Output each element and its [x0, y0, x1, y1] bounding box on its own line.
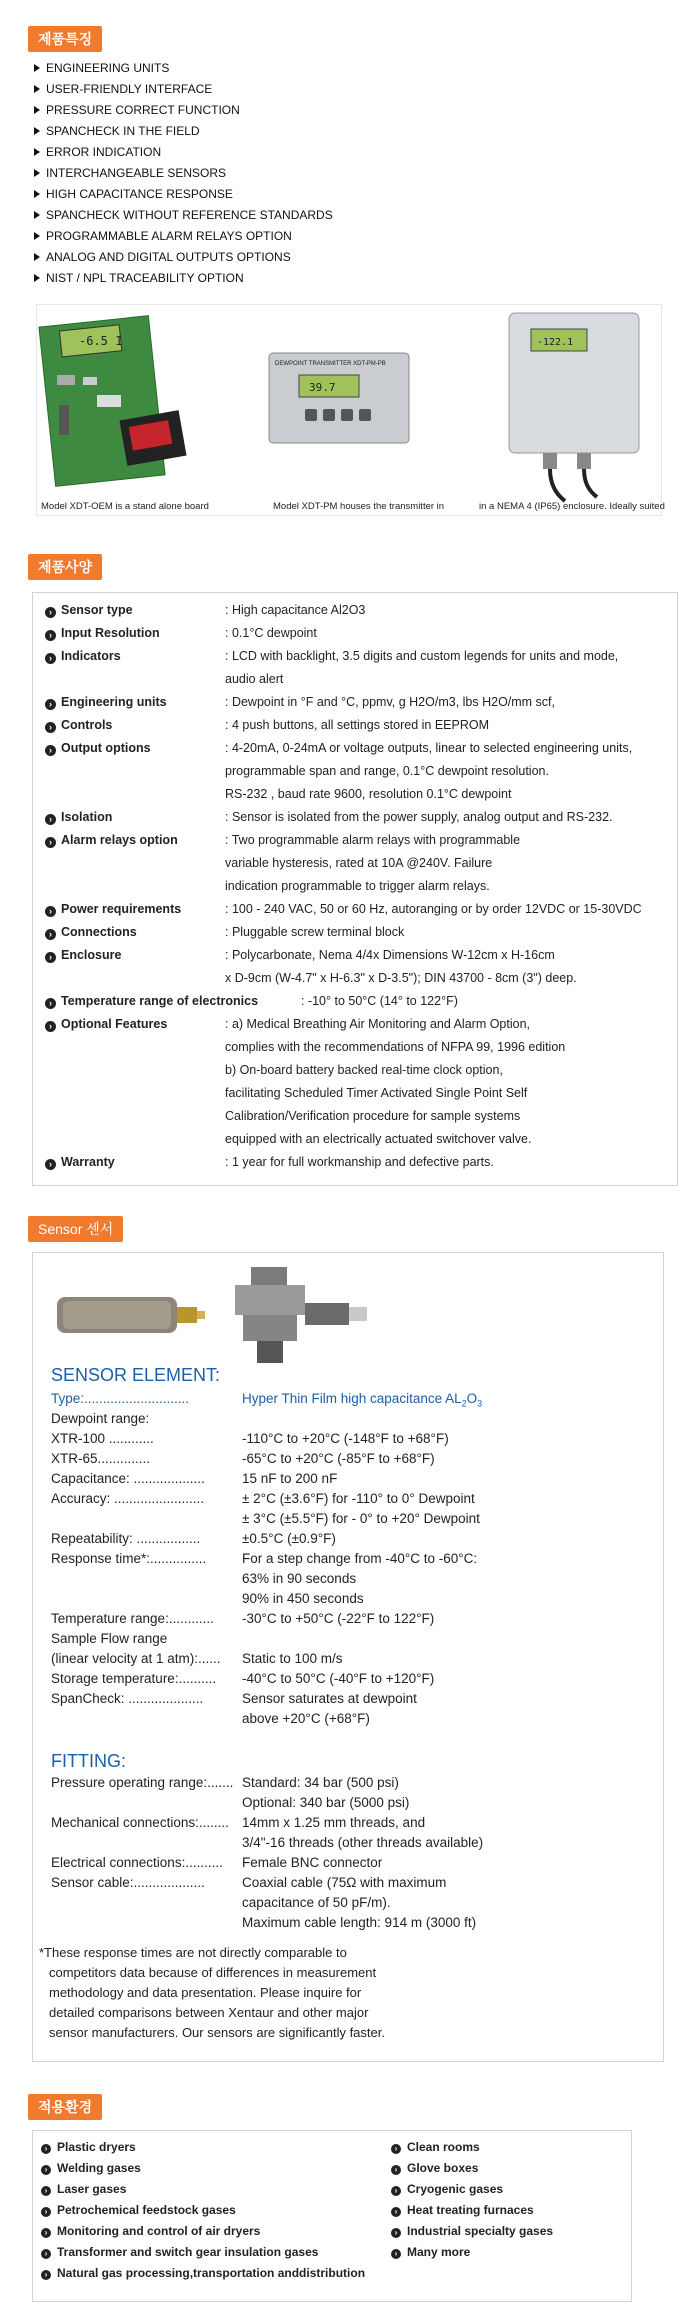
spec-key	[45, 898, 181, 921]
application-item	[41, 2242, 318, 2263]
spec-key	[45, 829, 178, 852]
feature-item	[34, 79, 333, 100]
spec-value: indication programmable to trigger alarm relays.	[225, 879, 490, 893]
spec-key	[45, 645, 121, 668]
sensor-element-value: above +20°C (+68°F)	[242, 1711, 370, 1726]
sensor-element-label: Storage temperature:..........	[51, 1671, 217, 1686]
triangle-bullet-icon	[34, 190, 40, 198]
circle-arrow-icon: ›	[45, 653, 56, 664]
circle-arrow-icon: ›	[391, 2207, 401, 2217]
sensor-element-value: Sensor saturates at dewpoint	[242, 1691, 417, 1706]
triangle-bullet-icon	[34, 148, 40, 156]
spec-value: : 100 - 240 VAC, 50 or 60 Hz, autoranging or by order 12VDC or 15-30VDC	[225, 902, 642, 916]
feature-item	[34, 142, 333, 163]
sensor-element-label: Repeatability: .................	[51, 1531, 201, 1546]
circle-arrow-icon: ›	[45, 814, 56, 825]
spec-value: : 4-20mA, 0-24mA or voltage outputs, linear to selected engineering units,	[225, 741, 633, 755]
spec-key	[45, 737, 151, 760]
spec-key-text: Engineering units	[61, 695, 167, 709]
spec-key-text: Indicators	[61, 649, 121, 663]
spec-value: Calibration/Verification procedure for sample systems	[225, 1109, 521, 1123]
application-text: Cryogenic gases	[407, 2182, 504, 2196]
fitting-value: Optional: 340 bar (5000 psi)	[242, 1795, 410, 1810]
spec-key-text: Output options	[61, 741, 151, 755]
sensor-element-heading: SENSOR ELEMENT:	[51, 1365, 221, 1385]
spec-key	[45, 921, 137, 944]
panel-title-text: DEWPOINT TRANSMITTER XDT-PM-PB	[275, 361, 386, 367]
sensor-element-label: (linear velocity at 1 atm):......	[51, 1651, 221, 1666]
triangle-bullet-icon	[34, 85, 40, 93]
product-photos	[36, 304, 665, 516]
fitting-value: 14mm x 1.25 mm threads, and	[242, 1815, 426, 1830]
applications-panel	[32, 2130, 632, 2302]
circle-arrow-icon: ›	[391, 2186, 401, 2196]
sensor-element-label: Accuracy: ........................	[51, 1491, 205, 1506]
sensor-element-value: -40°C to 50°C (-40°F to +120°F)	[242, 1671, 435, 1686]
spec-key	[45, 990, 258, 1013]
spec-value: : LCD with backlight, 3.5 digits and custom legends for units and mode,	[225, 649, 619, 663]
sensor-images	[43, 1259, 383, 1369]
spec-key	[45, 622, 160, 645]
feature-text: SPANCHECK WITHOUT REFERENCE STANDARDS	[46, 208, 333, 222]
application-text: Laser gases	[57, 2182, 127, 2196]
circle-arrow-icon: ›	[45, 607, 56, 618]
circle-arrow-icon: ›	[45, 699, 56, 710]
spec-key-text: Controls	[61, 718, 113, 732]
feature-text: SPANCHECK IN THE FIELD	[46, 124, 200, 138]
spec-value: : High capacitance Al2O3	[225, 603, 366, 617]
fitting-value: 3/4"-16 threads (other threads available)	[242, 1835, 484, 1850]
application-item	[391, 2179, 503, 2200]
circle-arrow-icon: ›	[391, 2228, 401, 2238]
features-section-label: 제품특징	[28, 26, 102, 52]
fitting-label: Sensor cable:...................	[51, 1875, 205, 1890]
application-item	[391, 2200, 534, 2221]
spec-key-text: Alarm relays option	[61, 833, 178, 847]
triangle-bullet-icon	[34, 127, 40, 135]
feature-item	[34, 163, 333, 184]
spec-value: : a) Medical Breathing Air Monitoring and Alarm Option,	[225, 1017, 531, 1031]
sensor-element-value: 63% in 90 seconds	[242, 1571, 357, 1586]
application-text: Natural gas processing,transportation anddistribution	[57, 2266, 366, 2280]
spec-key-text: Enclosure	[61, 948, 122, 962]
sensor-element-value: ± 3°C (±5.5°F) for - 0° to +20° Dewpoint	[242, 1511, 480, 1526]
sensor-section-label: Sensor 센서	[28, 1216, 123, 1242]
sensor-element-label: Dewpoint range:	[51, 1411, 150, 1426]
spec-key-text: Warranty	[61, 1155, 115, 1169]
nema-enclosure-image	[509, 313, 639, 501]
sensor-element-value: For a step change from -40°C to -60°C:	[242, 1551, 478, 1566]
sensor-element-label: XTR-65..............	[51, 1451, 151, 1466]
sensor-element-value: 90% in 450 seconds	[242, 1591, 364, 1606]
spec-value: : Polycarbonate, Nema 4/4x Dimensions W-12cm x H-16cm	[225, 948, 555, 962]
feature-text: ANALOG AND DIGITAL OUTPUTS OPTIONS	[46, 250, 291, 264]
spec-value: RS-232 , baud rate 9600, resolution 0.1°C dewpoint	[225, 787, 512, 801]
circle-arrow-icon: ›	[41, 2270, 51, 2280]
feature-text: ERROR INDICATION	[46, 145, 162, 159]
application-item	[41, 2137, 136, 2158]
fitting-value: capacitance of 50 pF/m).	[242, 1895, 391, 1910]
spec-value: : Pluggable screw terminal block	[225, 925, 405, 939]
application-text: Monitoring and control of air dryers	[57, 2224, 261, 2238]
sensor-element-label: SpanCheck: ....................	[51, 1691, 204, 1706]
footnote-line: methodology and data presentation. Please inquire for	[49, 1985, 362, 2000]
feature-item	[34, 184, 333, 205]
fitting-heading: FITTING:	[51, 1751, 126, 1771]
feature-item	[34, 268, 333, 289]
spec-key-text: Temperature range of electronics	[61, 994, 259, 1008]
spec-value: variable hysteresis, rated at 10A @240V. Failure	[225, 856, 493, 870]
fitting-value: Female BNC connector	[242, 1855, 383, 1870]
fitting-label: Mechanical connections:........	[51, 1815, 229, 1830]
circle-arrow-icon: ›	[41, 2228, 51, 2238]
spec-key-text: Input Resolution	[61, 626, 160, 640]
triangle-bullet-icon	[34, 274, 40, 282]
application-item	[391, 2158, 478, 2179]
spec-key-text: Connections	[61, 925, 137, 939]
sensor-element-value: 15 nF to 200 nF	[242, 1471, 338, 1486]
circle-arrow-icon: ›	[41, 2207, 51, 2217]
caption-oem: Model XDT-OEM is a stand alone board	[41, 501, 209, 512]
spec-value: facilitating Scheduled Timer Activated Single Point Self	[225, 1086, 528, 1100]
triangle-bullet-icon	[34, 211, 40, 219]
specs-section-label: 제품사양	[28, 554, 102, 580]
feature-text: NIST / NPL TRACEABILITY OPTION	[46, 271, 244, 285]
spec-value: b) On-board battery backed real-time clock option,	[225, 1063, 503, 1077]
application-item	[41, 2221, 260, 2242]
feature-text: INTERCHANGEABLE SENSORS	[46, 166, 227, 180]
feature-item	[34, 121, 333, 142]
footnote-line: detailed comparisons between Xentaur and other major	[49, 2005, 369, 2020]
sensor-element-value: -30°C to +50°C (-22°F to 122°F)	[242, 1611, 435, 1626]
spec-value: audio alert	[225, 672, 284, 686]
enclosure-display-text: -122.1	[537, 337, 574, 348]
sensor-element-label: Type:............................	[51, 1391, 190, 1406]
circle-arrow-icon: ›	[41, 2144, 51, 2154]
spec-value: : 0.1°C dewpoint	[225, 626, 317, 640]
feature-text: HIGH CAPACITANCE RESPONSE	[46, 187, 233, 201]
spec-key-text: Isolation	[61, 810, 113, 824]
application-item	[391, 2221, 553, 2242]
circle-arrow-icon: ›	[45, 1159, 56, 1170]
feature-text: ENGINEERING UNITS	[46, 61, 170, 75]
triangle-bullet-icon	[34, 169, 40, 177]
spec-key	[45, 1151, 115, 1174]
sensor-element-value: -65°C to +20°C (-85°F to +68°F)	[242, 1451, 435, 1466]
circle-arrow-icon: ›	[45, 929, 56, 940]
apps-section-label: 적용환경	[28, 2094, 102, 2120]
circle-arrow-icon: ›	[45, 745, 56, 756]
feature-text: PRESSURE CORRECT FUNCTION	[46, 103, 240, 117]
sensor-panel	[32, 1252, 664, 2062]
caption-nema: in a NEMA 4 (IP65) enclosure. Ideally suited	[479, 501, 665, 512]
spec-key	[45, 714, 112, 737]
sensor-element-value: Static to 100 m/s	[242, 1651, 343, 1666]
circle-arrow-icon: ›	[45, 837, 56, 848]
application-text: Transformer and switch gear insulation gases	[57, 2245, 319, 2259]
spec-key-text: Optional Features	[61, 1017, 168, 1031]
sensor-probe-image	[57, 1297, 205, 1333]
application-text: Many more	[407, 2245, 471, 2259]
features-list	[34, 58, 333, 289]
circle-arrow-icon: ›	[41, 2165, 51, 2175]
circle-arrow-icon: ›	[391, 2165, 401, 2175]
circle-arrow-icon: ›	[45, 906, 56, 917]
spec-value: : Dewpoint in °F and °C, ppmv, g H2O/m3, lbs H2O/mm scf,	[225, 695, 556, 709]
sensor-element-label: Temperature range:............	[51, 1611, 214, 1626]
application-text: Industrial specialty gases	[407, 2224, 554, 2238]
application-text: Plastic dryers	[57, 2140, 136, 2154]
sensor-element-label: Sample Flow range	[51, 1631, 168, 1646]
sensor-fitting-image	[235, 1267, 367, 1363]
circle-arrow-icon: ›	[41, 2186, 51, 2196]
sensor-element-label: Response time*:...............	[51, 1551, 207, 1566]
caption-pm: Model XDT-PM houses the transmitter in	[273, 501, 445, 512]
sensor-element-value: Hyper Thin Film high capacitance $AL_2O_3$	[242, 1391, 483, 1409]
footnote-line: competitors data because of differences in measurement	[49, 1965, 377, 1980]
application-item	[41, 2179, 126, 2200]
spec-value: : 4 push buttons, all settings stored in EEPROM	[225, 718, 490, 732]
spec-value: equipped with an electrically actuated switchover valve.	[225, 1132, 532, 1146]
feature-item	[34, 247, 333, 268]
spec-value: : 1 year for full workmanship and defective parts.	[225, 1155, 494, 1169]
circle-arrow-icon: ›	[391, 2249, 401, 2259]
spec-key-text: Power requirements	[61, 902, 182, 916]
circle-arrow-icon: ›	[45, 952, 56, 963]
circle-arrow-icon: ›	[45, 998, 56, 1009]
spec-value: x D-9cm (W-4.7" x H-6.3" x D-3.5"); DIN 43700 - 8cm (3") deep.	[225, 971, 577, 985]
feature-item	[34, 58, 333, 79]
fitting-value: Maximum cable length: 914 m (3000 ft)	[242, 1915, 477, 1930]
product-photos-illustration	[37, 305, 663, 517]
spec-key	[45, 1013, 167, 1036]
sensor-element-label: XTR-100 ............	[51, 1431, 154, 1446]
application-text: Petrochemical feedstock gases	[57, 2203, 236, 2217]
triangle-bullet-icon	[34, 106, 40, 114]
sensor-element-label: Capacitance: ...................	[51, 1471, 205, 1486]
triangle-bullet-icon	[34, 232, 40, 240]
feature-item	[34, 100, 333, 121]
feature-item	[34, 226, 333, 247]
application-item	[391, 2242, 470, 2263]
oem-display-text: -6.5 1	[79, 334, 123, 348]
spec-key	[45, 944, 121, 967]
fitting-value: Coaxial cable (75Ω with maximum	[242, 1875, 447, 1890]
spec-value: : Sensor is isolated from the power supply, analog output and RS-232.	[225, 810, 613, 824]
circle-arrow-icon: ›	[45, 630, 56, 641]
fitting-value: Standard: 34 bar (500 psi)	[242, 1775, 399, 1790]
spec-key-text: Sensor type	[61, 603, 133, 617]
circle-arrow-icon: ›	[391, 2144, 401, 2154]
application-text: Clean rooms	[407, 2140, 480, 2154]
feature-text: USER-FRIENDLY INTERFACE	[46, 82, 213, 96]
application-item	[391, 2137, 480, 2158]
spec-value: programmable span and range, 0.1°C dewpoint resolution.	[225, 764, 549, 778]
feature-item	[34, 205, 333, 226]
spec-value: : Two programmable alarm relays with programmable	[225, 833, 521, 847]
circle-arrow-icon: ›	[45, 1021, 56, 1032]
spec-key	[45, 691, 167, 714]
spec-key	[45, 806, 112, 829]
pm-display-text: 39.7	[309, 381, 336, 394]
sensor-element-value: ±0.5°C (±0.9°F)	[242, 1531, 336, 1546]
application-text: Welding gases	[57, 2161, 141, 2175]
application-item	[41, 2158, 141, 2179]
application-item	[41, 2263, 365, 2284]
footnote-line: *These response times are not directly comparable to	[39, 1945, 347, 1960]
specs-table	[32, 592, 678, 1186]
fitting-label: Pressure operating range:.......	[51, 1775, 234, 1790]
circle-arrow-icon: ›	[41, 2249, 51, 2259]
spec-value: : -10° to 50°C (14° to 122°F)	[301, 994, 458, 1008]
footnote-line: sensor manufacturers. Our sensors are significantly faster.	[49, 2025, 385, 2040]
application-text: Heat treating furnaces	[407, 2203, 534, 2217]
application-item	[41, 2200, 236, 2221]
feature-text: PROGRAMMABLE ALARM RELAYS OPTION	[46, 229, 292, 243]
sensor-element-value: -110°C to +20°C (-148°F to +68°F)	[242, 1431, 449, 1446]
triangle-bullet-icon	[34, 64, 40, 72]
spec-key	[45, 599, 133, 622]
sensor-element-value: ± 2°C (±3.6°F) for -110° to 0° Dewpoint	[242, 1491, 475, 1506]
fitting-label: Electrical connections:..........	[51, 1855, 223, 1870]
circle-arrow-icon: ›	[45, 722, 56, 733]
application-text: Glove boxes	[407, 2161, 479, 2175]
triangle-bullet-icon	[34, 253, 40, 261]
spec-value: complies with the recommendations of NFPA 99, 1996 edition	[225, 1040, 566, 1054]
